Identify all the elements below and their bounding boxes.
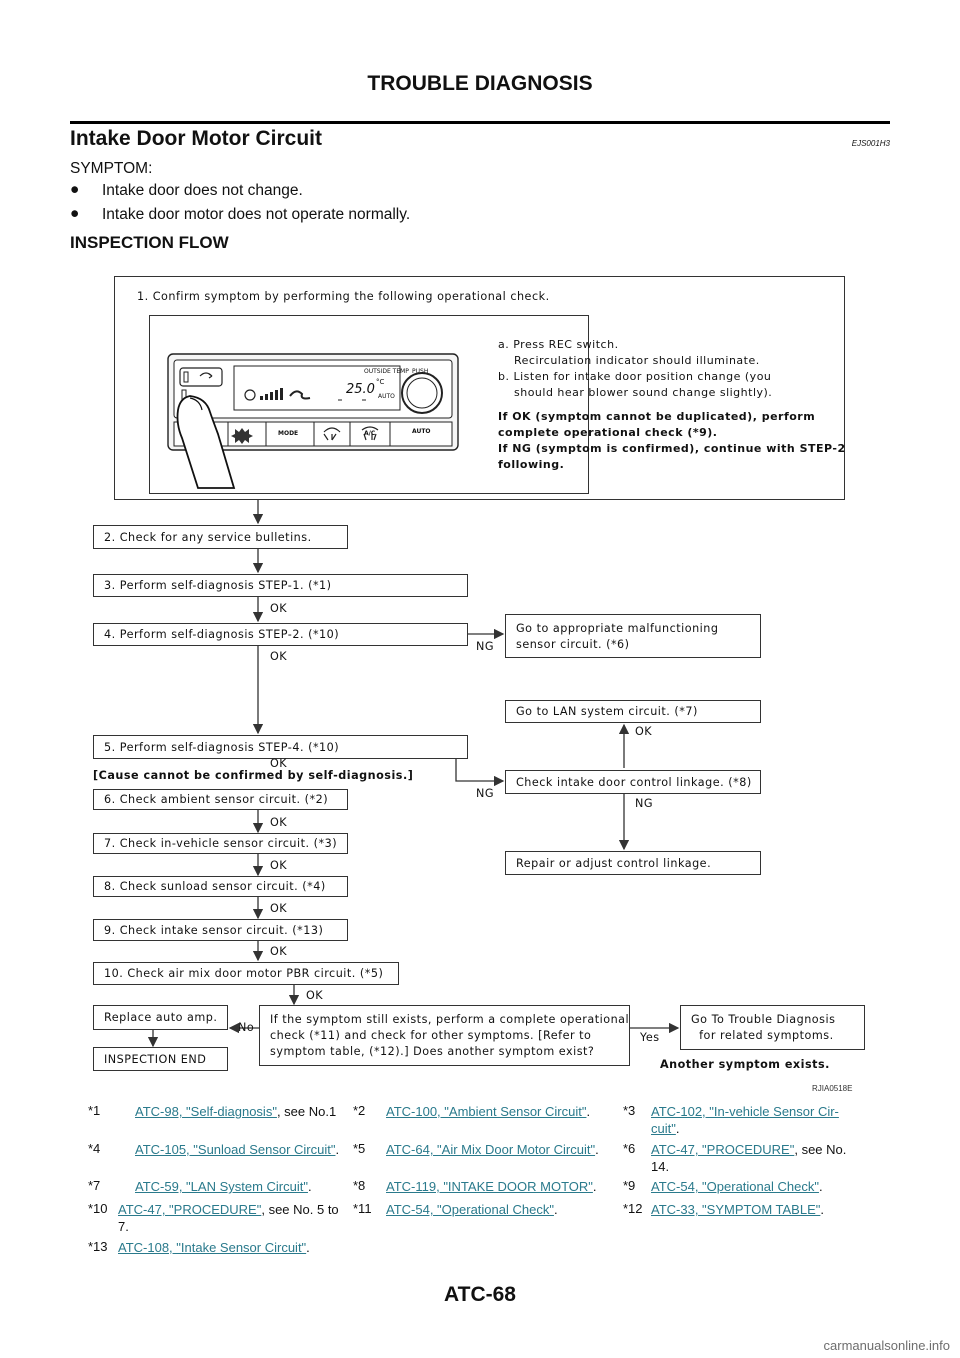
footnote: *13 ATC-108, "Intake Sensor Circuit". — [88, 1239, 310, 1255]
replace-amp-box: Replace auto amp. — [93, 1005, 228, 1030]
section-title: Intake Door Motor Circuit — [70, 127, 323, 150]
step4-box: 4. Perform self-diagnosis STEP-2. (*10) — [93, 623, 468, 646]
step1-box — [114, 276, 845, 500]
footnote: *11 ATC-54, "Operational Check". — [353, 1201, 558, 1217]
step7-box: 7. Check in-vehicle sensor circuit. (*3) — [93, 833, 348, 854]
step5-box: 5. Perform self-diagnosis STEP-4. (*10) — [93, 735, 468, 759]
footnote-link[interactable]: ATC-54, "Operational Check" — [651, 1179, 819, 1194]
step1-title: 1. Confirm symptom by performing the following operational check. — [137, 290, 550, 303]
no-label: No — [238, 1021, 255, 1034]
symptom-item: ● Intake door motor does not operate normally. — [70, 205, 411, 223]
goto-box: Go To Trouble Diagnosis for related symptoms. — [680, 1005, 865, 1050]
footnote-link[interactable]: ATC-33, "SYMPTOM TABLE" — [651, 1202, 821, 1217]
step1-notes: a. Press REC switch. Recirculation indicator should illuminate. b. Listen for intake door position change (you should hear blower sound change slightly). If OK (symptom cannot be duplicated), perform complete operational check (*9). If NG (symptom is confirmed), continue with STEP-2 following. — [498, 338, 846, 471]
footnote-link[interactable]: ATC-100, "Ambient Sensor Circuit" — [386, 1104, 587, 1119]
cause-note: [Cause cannot be confirmed by self-diagnosis.] — [93, 769, 414, 782]
bullet-icon: ● — [70, 181, 80, 198]
section-code: EJS001H3 — [851, 139, 890, 148]
mode-button: MODE — [278, 430, 299, 437]
footnote: *1 ATC-98, "Self-diagnosis", see No.1 — [88, 1103, 337, 1119]
ng-label: NG — [476, 640, 495, 653]
footnote: *12 ATC-33, "SYMPTOM TABLE". — [623, 1201, 824, 1217]
footnote-link[interactable]: ATC-47, "PROCEDURE" — [118, 1202, 262, 1217]
page-number: ATC-68 — [444, 1283, 516, 1306]
running-header: TROUBLE DIAGNOSIS — [367, 72, 593, 95]
ok-label: OK — [306, 989, 324, 1002]
push-label: PUSH — [412, 368, 429, 375]
ng-label: NG — [635, 797, 654, 810]
ac-button: A/C — [364, 430, 376, 437]
footnote-link[interactable]: ATC-47, "PROCEDURE" — [651, 1142, 795, 1157]
question-box: If the symptom still exists, perform a complete operational check (*11) and check for other symptoms. [Refer to symptom table, (*12).] Does another symptom exist? — [259, 1005, 630, 1066]
ok-label: OK — [270, 602, 288, 615]
watermark: carmanualsonline.info — [823, 1338, 950, 1353]
footnote-link[interactable]: ATC-105, "Sunload Sensor Circuit" — [135, 1142, 336, 1157]
ok-label: OK — [270, 816, 288, 829]
footnote-link[interactable]: ATC-119, "INTAKE DOOR MOTOR" — [386, 1179, 593, 1194]
footnote-link[interactable]: ATC-102, "In-vehicle Sensor Cir-cuit" — [651, 1104, 839, 1136]
inspection-end-box: INSPECTION END — [93, 1047, 228, 1071]
auto-button: AUTO — [412, 428, 431, 435]
ok-label: OK — [270, 945, 288, 958]
panel-temp: 25.0 — [346, 382, 375, 397]
step3-box: 3. Perform self-diagnosis STEP-1. (*1) — [93, 574, 468, 597]
footnote-link[interactable]: ATC-59, "LAN System Circuit" — [135, 1179, 308, 1194]
panel-temp-unit: °C — [376, 378, 385, 386]
sensor-circuit-box: Go to appropriate malfunctioning sensor circuit. (*6) — [505, 614, 761, 658]
footnote: *3 ATC-102, "In-vehicle Sensor Cir-cuit". — [623, 1103, 839, 1136]
footnote-link[interactable]: ATC-108, "Intake Sensor Circuit" — [118, 1240, 307, 1255]
bullet-icon: ● — [70, 205, 80, 222]
outside-temp-label: OUTSIDE TEMP — [364, 368, 409, 375]
footnote: *7 ATC-59, "LAN System Circuit". — [88, 1178, 312, 1194]
step8-box: 8. Check sunload sensor circuit. (*4) — [93, 876, 348, 897]
step10-box: 10. Check air mix door motor PBR circuit. (*5) — [93, 962, 399, 985]
ok-label: OK — [270, 859, 288, 872]
step6-box: 6. Check ambient sensor circuit. (*2) — [93, 789, 348, 810]
ok-label: OK — [270, 902, 288, 915]
footnote: *6 ATC-47, "PROCEDURE", see No. 14. — [623, 1141, 847, 1174]
lan-box: Go to LAN system circuit. (*7) — [505, 700, 761, 723]
step2-box: 2. Check for any service bulletins. — [93, 525, 348, 549]
footnote-link[interactable]: ATC-98, "Self-diagnosis" — [135, 1104, 277, 1119]
footnote-link[interactable]: ATC-64, "Air Mix Door Motor Circuit" — [386, 1142, 596, 1157]
yes-label: Yes — [640, 1031, 660, 1044]
symptom-item: ● Intake door does not change. — [70, 181, 303, 199]
linkage-box: Check intake door control linkage. (*8) — [505, 770, 761, 794]
footnote: *10 ATC-47, "PROCEDURE", see No. 5 to 7. — [88, 1201, 339, 1234]
panel-auto-display: AUTO — [378, 393, 395, 400]
footnote: *5 ATC-64, "Air Mix Door Motor Circuit". — [353, 1141, 599, 1157]
ok-label: OK — [635, 725, 653, 738]
footnote: *8 ATC-119, "INTAKE DOOR MOTOR". — [353, 1178, 597, 1194]
repair-box: Repair or adjust control linkage. — [505, 851, 761, 875]
ok-label: OK — [270, 650, 288, 663]
symptom-label: SYMPTOM: — [70, 160, 153, 177]
footnote-link[interactable]: ATC-54, "Operational Check" — [386, 1202, 554, 1217]
figure-ref: RJIA0518E — [812, 1084, 853, 1093]
flow-heading: INSPECTION FLOW — [70, 233, 229, 252]
footnote: *2 ATC-100, "Ambient Sensor Circuit". — [353, 1103, 591, 1119]
ng-label: NG — [476, 787, 495, 800]
another-symptom-note: Another symptom exists. — [660, 1058, 830, 1071]
footnote: *4 ATC-105, "Sunload Sensor Circuit". — [88, 1141, 340, 1157]
step9-box: 9. Check intake sensor circuit. (*13) — [93, 919, 348, 941]
footnote: *9 ATC-54, "Operational Check". — [623, 1178, 823, 1194]
ok-label: OK — [270, 757, 288, 770]
